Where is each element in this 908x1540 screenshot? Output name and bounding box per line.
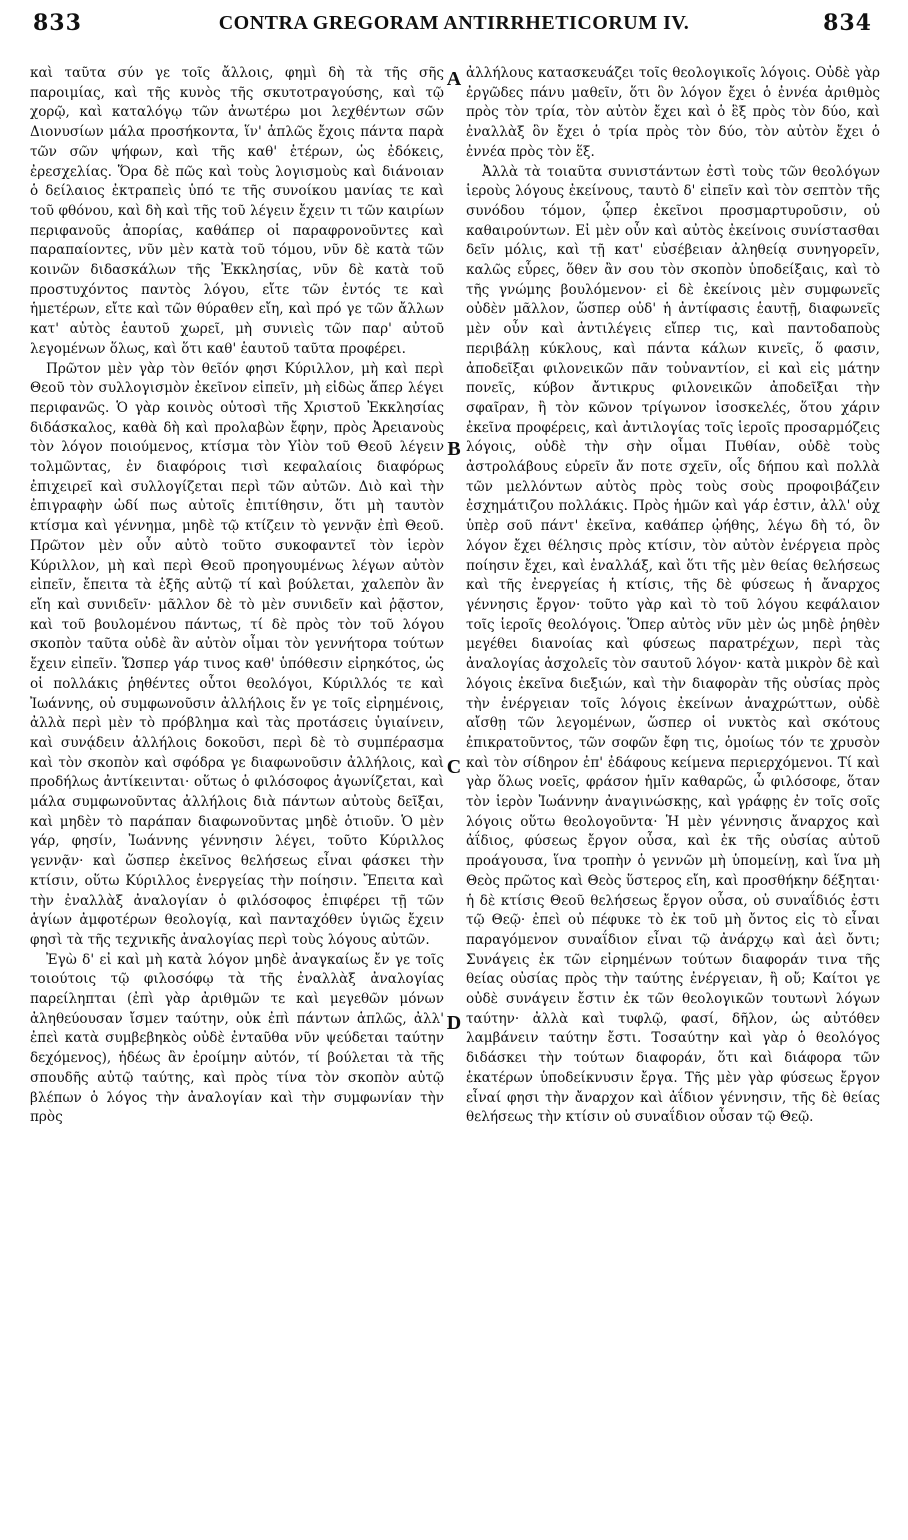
section-marker-c: C bbox=[446, 756, 462, 778]
running-header bbox=[0, 0, 908, 50]
section-marker-d: D bbox=[446, 1012, 462, 1034]
section-marker-b: B bbox=[447, 438, 461, 460]
paragraph: Ἐγὼ δ' εἰ καὶ μὴ κατὰ λόγον μηδὲ ἀναγκαίως ἔν γε τοῖς τοιούτοις τῷ φιλοσόφῳ τὰ τῆς ἐναλλὰξ ἀναλογίας παρείληπται (ἐπὶ γὰρ ἀριθμῶν τε καὶ μεγεθῶν μόνων ἀληθεύουσαν ἴσμεν ταύτην, οὐκ ἐπὶ πάντων ἁπλῶς, ἀλλ' ἐπεὶ κατὰ συμβεβηκὸς οὐδὲ ἐνταῦθα νῦν ψεύδεται ταύτην δεχόμενος), ἡδέως ἂν ἐροίμην αὐτόν, τί βούλεται τὰ τῆς σπουδῆς αὐτῷ ταύτης, καὶ πρὸς τίνα τὸν σκοπὸν αὐτῷ βλέπων ὁ λόγος τὴν ἀναλογίαν καὶ τὴν συμφωνίαν τὴν πρὸς bbox=[30, 951, 444, 1126]
paragraph: Ἀλλὰ τὰ τοιαῦτα συνιστάντων ἐστὶ τοὺς τῶν θεολόγων ἱεροὺς λόγους ἐκείνους, ταυτὸ δ' εἰπεῖν καὶ τὸν σεπτὸν τῆς συνόδου τόμον, ᾧπερ ἐκεῖνοι προσμαρτυροῦσιν, οὐ καθαιρούντων. Εἰ μὲν οὖν καὶ αὐτὸς ἐκείνοις συνίστασθαι δεῖν μόλις, καὶ τῇ κατ' εὐσέβειαν ἀληθείᾳ συνηγορεῖν, καλῶς εὗρες, ὅθεν ἂν σου τὸν σκοπὸν ὑποδείξαις, καὶ τὸ τῆς γνώμης βουλόμενον· εἰ δὲ ἐκείνοις μὲν συμφωνεῖς οὐδὲν μᾶλλον, ὥσπερ οὐδ' ἡ ἀντίφασις ἑαυτῇ, διαφωνεῖς μὲν οὖν καὶ ἀντιλέγεις εἴπερ τις, καὶ παντοδαποὺς περιβάλῃ κύκλους, καὶ πάντα κάλων κινεῖς, ὅ φασιν, ἀποδεῖξαι φιλονεικῶν πᾶν τοὐναντίον, εἰ καὶ εἰς μάτην πονεῖς, κύβον ἄντικρυς φιλονεικῶν ἀποδεῖξαι τὴν σφαῖραν, ἢ τὸν κῶνον τρίγωνον ἰσοσκελές, ὅτου χάριν ἐκεῖνα προφέρεις, καὶ ἀντιλογίας τοῖς ἱεροῖς προσαρμόζεις λόγοις, οὐδὲ τὴν σὴν οἶμαι Πυθίαν, οὐδὲ τοὺς ἀστρολάβους εὑρεῖν ἄν ποτε σχεῖν, οἷς δήπου καὶ πολλὰ τῶν μελλόντων αὐτὸς πρὸς τοὺς σοὺς προφοιβάζειν ἐσχημάτιζου πολλάκις. Πρὸς ἡμῶν καὶ γάρ ἐστιν, ἀλλ' οὐχ ὑπὲρ σοῦ πάντ' ἐκεῖνα, καθάπερ ᾠήθης, λέγω δὴ τό, ὃν λόγον ἔχει θέλησις πρὸς κτίσιν, τὸν αὐτὸν ἐνέργεια πρὸς ποίησιν ἔχει, καὶ ἐναλλάξ, καὶ ὅτι τῆς μὲν θείας θελήσεως καὶ τῆς ἐνεργείας ἡ κτίσις, τῆς δὲ φύσεως ἡ ἄναρχος γέννησις ἔργον· τοῦτο γὰρ καὶ τὸ τοῦ λόγου κεφάλαιον τοῖς ἱεροῖς θεολόγοις. Ὅπερ αὐτὸς νῦν μὲν ὡς μηδὲ ῥηθὲν μεγέθει διανοίας καὶ φύσεως παρατρέχων, περὶ τὰς ἀναλογίας ἀσχολεῖς τὸν σαυτοῦ λόγον· κατὰ μικρὸν δὲ καὶ λόγοις ἐκεῖνα διεξιών, καὶ τὴν διαφορὰν τῆς οὐσίας πρὸς τὴν ἐνέργειαν τοῖς λόγοις ἐκείνων ἀναχρώττων, οὐδὲ αἴσθῃ τῶν λεγομένων, ὥσπερ οἱ νυκτὸς καὶ σκότους ἐπικρατοῦντος, τῶν σοφῶν ἔφη τις, ὁμοίως τόν τε χρυσὸν καὶ τὸν σίδηρον ἐπ' ἐδάφους κείμενα περιερχόμενοι. Τί καὶ γὰρ ὅλως νοεῖς, φράσον ἡμῖν καθαρῶς, ὦ φιλόσοφε, ὅταν τὸν ἱερὸν Ἰωάννην ἀναγινώσκῃς, καὶ γράφῃς ἐν τοῖς σοῖς λόγοις οὕτω θεολογοῦντα· Ἡ μὲν γέννησις ἄναρχος καὶ ἀΐδιος, φύσεως ἔργον οὖσα, καὶ ἐκ τῆς οὐσίας αὐτοῦ προάγουσα, ἵνα τροπὴν ὁ γεννῶν μὴ ὑπομείνῃ, καὶ ἵνα μὴ Θεὸς πρῶτος καὶ Θεὸς ὕστερος εἴη, καὶ προσθήκην δέξηται· ἡ δὲ κτίσις Θεοῦ θελήσεως ἔργον οὖσα, οὐ συναΐδιός ἐστι τῷ Θεῷ· ἐπεὶ οὐ πέφυκε τὸ ἐκ τοῦ μὴ ὄντος εἰς τὸ εἶναι παραγόμενον συναΐδιον εἶναι τῷ ἀνάρχῳ καὶ ἀεὶ ὄντι; Συνάγεις ἐκ τῶν εἰρημένων τούτων διαφοράν τινα τῆς θείας οὐσίας πρὸς τὴν ταύτης ἐνέργειαν, ἢ οὔ; Καίτοι γε οὐδὲ συνάγειν ἔστιν ἐκ τῶν θεολογικῶν τουτωνὶ λόγων ταύτην· ἀλλὰ καὶ τυφλῷ, φασί, δῆλον, ὡς αὐτόθεν λαμβάνειν ταύτην ἔστι. Τοσαύτην καὶ γὰρ ὁ θεολόγος διδάσκει τὴν τούτων διαφοράν, ὅτι καὶ διάφορα τῶν ἑκατέρων ὑποδείκνυσιν ἔργα. Τῆς μὲν γὰρ φύσεως ἔργον εἶναί φησι τὴν ἄναρχον καὶ ἀΐδιον γέννησιν, τῆς δὲ θείας θελήσεως τὴν κτίσιν οὐ συναΐδιον οὖσαν τῷ Θεῷ. bbox=[466, 163, 880, 1126]
left-column bbox=[30, 64, 444, 1524]
right-column bbox=[466, 64, 880, 1524]
paragraph: Πρῶτον μὲν γὰρ τὸν θεῖόν φησι Κύριλλον, μὴ καὶ περὶ Θεοῦ τὸν συλλογισμὸν ἐκεῖνον εἰπεῖν, μὴ εἰδὼς ἅπερ λέγει περιφανῶς. Ὁ γὰρ κοινὸς οὑτοσὶ τῆς Χριστοῦ Ἐκκλησίας διδάσκαλος, καθὰ δὴ καὶ προλαβὼν ἔφην, πρὸς Ἀρειανοὺς τὸν λόγον ποιούμενος, κτίσμα τὸν Υἱὸν τοῦ Θεοῦ λέγειν τολμῶντας, ἐν διαφόροις τισὶ κεφαλαίοις διαφόρως ἐπιχειρεῖ καὶ συλλογίζεται περὶ τῶν αὐτῶν. Διὸ καὶ τὴν ἐπιγραφὴν ὡδί πως αὐτοῖς ἐπιτίθησιν, ὅτι μὴ ταυτὸν κτίσμα καὶ γέννημα, μηδὲ τῷ κτίζειν τὸ γεννᾷν ἐπὶ Θεοῦ. Πρῶτον μὲν οὖν αὐτὸ τοῦτο συκοφαντεῖ τὸν ἱερὸν Κύριλλον, μὴ καὶ περὶ Θεοῦ προηγουμένως λέγων αὐτὸν εἰπεῖν, ἔπειτα τὰ ἑξῆς αὐτῷ τί καὶ βούλεται, χαλεπὸν ἂν εἴη καὶ συνιδεῖν· μᾶλλον δὲ τὸ μὲν συνιδεῖν καὶ ῥᾷστον, καὶ τοῦ βουλομένου πάντως, τί δὲ πρὸς τὸν τοῦ λόγου σκοπὸν ταῦτα οὐδὲ ἂν αὐτὸν οἶμαι τὸν γεννήτορα τούτων ἔχειν εἰπεῖν. Ὥσπερ γάρ τινος καθ' ὑπόθεσιν εἰρηκότος, ὡς οἱ πολλάκις ῥηθέντες οὗτοι θεολόγοι, Κύριλλός τε καὶ Ἰωάννης, οὐ συμφωνοῦσιν ἀλλήλοις ἔν γε τοῖς εἰρημένοις, ἀλλὰ περὶ μὲν τὸ πρόβλημα καὶ τὰς προτάσεις ὑγιαίνειν, καὶ συνᾴδειν ἀλλήλοις δοκοῦσι, περὶ δὲ τὸ συμπέρασμα καὶ τὸν σκοπὸν καὶ σφόδρα γε διαφωνοῦσιν ἀλλήλοις, καὶ προδήλως ἀντίκεινται· οὕτως ὁ φιλόσοφος ἀγωνίζεται, καὶ μάλα συμφωνοῦντας ἀλλήλοις διὰ πάντων αὐτοὺς δεῖξαι, καὶ μηδὲν τὸ παράπαν διαφωνοῦντας μηδὲ ὁτιοῦν. Ὁ μὲν γάρ, φησίν, Ἰωάννης γέννησιν λέγει, τοῦτο Κύριλλος γεννᾷν· καὶ ὥσπερ ἐκεῖνος θελήσεως εἶναι φάσκει τὴν κτίσιν, οὕτω Κύριλλος ἐνεργείας τὴν ποίησιν. Ἔπειτα καὶ τὴν ἐναλλὰξ ἀναλογίαν ὁ φιλόσοφος ἐπιφέρει τῇ τῶν ἁγίων ἀμφοτέρων θεολογίᾳ, καὶ πανταχόθεν ὑγιῶς ἔχειν φησὶ τὰ τῆς τεχνικῆς ἀναλογίας περὶ τοὺς λόγους αὐτῶν. bbox=[30, 360, 444, 948]
page-number-left: 833 bbox=[33, 10, 82, 36]
paragraph: καὶ ταῦτα σύν γε τοῖς ἄλλοις, φημὶ δὴ τὰ τῆς σῆς παροιμίας, καὶ τῆς κυνὸς τῆς σκυτοτραγούσης, καὶ τῷ χορῷ, καὶ καταλόγῳ τῶν ἀνωτέρω μοι λεχθέντων σῶν Διονυσίων μάλα προσήκοντα, ἵν' ἁπλῶς ἔχοις πάντα παρὰ τῶν σῶν ψήφων, καὶ τῆς καθ' ἑτέρων, ὡς ἐδόκεις, ἐρεσχελίας. Ὅρα δὲ πῶς καὶ τοὺς λογισμοὺς καὶ διάνοιαν ὁ δείλαιος ἐκτραπεὶς ὑπό τε τῆς συνοίκου μανίας τε καὶ τοῦ φθόνου, καὶ δὴ καὶ τῆς τοῦ λέγειν ἔχειν τι τῶν καιρίων περιφανοῦς ἀπορίας, καθάπερ οἱ παραφρονοῦντες καὶ παραπαίοντες, νῦν μὲν κατὰ τοῦ τόμου, νῦν δὲ κατὰ τῶν κοινῶν διδασκάλων τῆς Ἐκκλησίας, νῦν δὲ κατὰ τοῦ προστυχόντος παντὸς λόγου, εἴτε τῶν ἐντός τε καὶ ἡμετέρων, εἴτε καὶ τῶν θύραθεν εἴη, καὶ πρό γε τῶν ἄλλων κατ' αὐτὸς ἑαυτοῦ χωρεῖ, μὴ συνιεὶς τῶν παρ' αὐτοῦ λεγομένων ὅλως, καὶ ὅτι καθ' ἑαυτοῦ ταῦτα προφέρει. bbox=[30, 65, 444, 357]
section-marker-a: A bbox=[446, 68, 462, 90]
paragraph: ἀλλήλους κατασκευάζει τοῖς θεολογικοῖς λόγοις. Οὐδὲ γὰρ ἐργῶδες πάνυ μαθεῖν, ὅτι ὃν λόγον ἔχει ὁ ἐννέα ἀριθμὸς πρὸς τὸν τρία, τὸν αὐτὸν ἔχει καὶ ὁ ἓξ πρὸς τὸν δύο, καὶ ἐναλλὰξ ὃν ἔχει ὁ τρία πρὸς τὸν δύο, τὸν αὐτὸν ἔχει ὁ ἐννέα πρὸς τὸν ἕξ. bbox=[466, 65, 880, 160]
page-number-right: 834 bbox=[823, 10, 872, 36]
running-title: CONTRA GREGORAM ANTIRRHETICORUM IV. bbox=[218, 12, 690, 34]
